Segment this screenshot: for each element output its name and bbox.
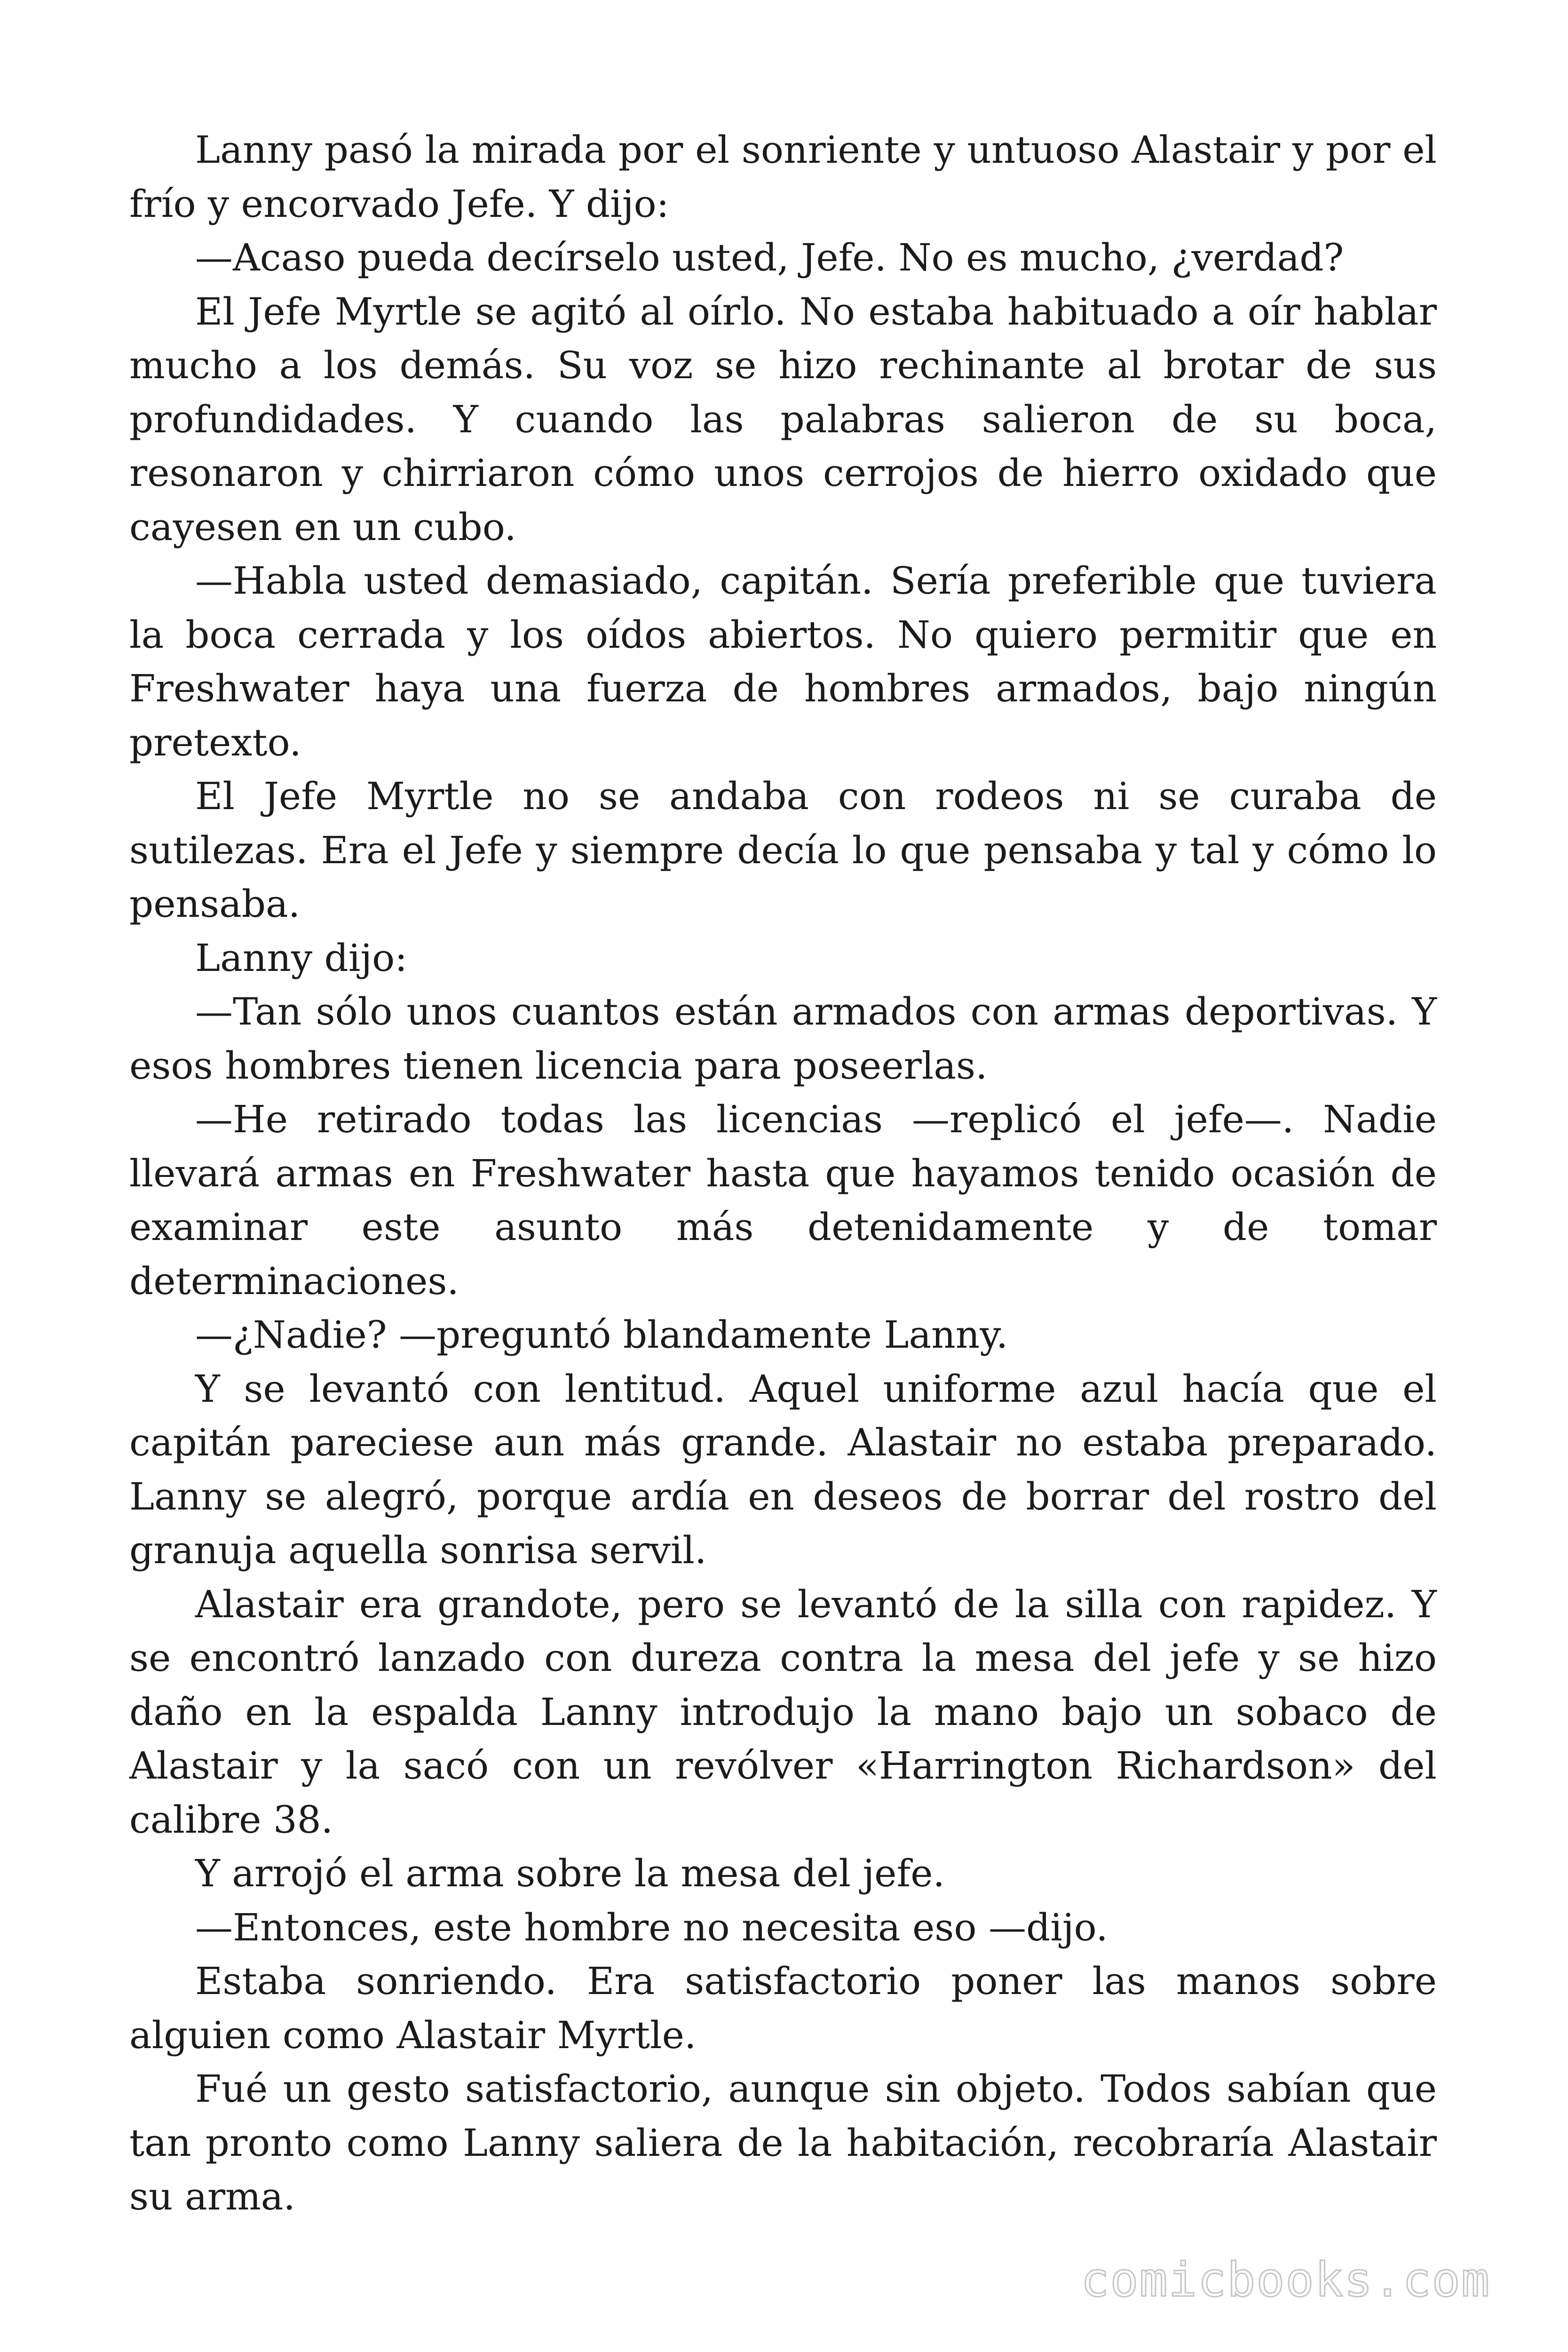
paragraph: El Jefe Myrtle se agitó al oírlo. No estaba habituado a oír hablar mucho a los demás. Su voz se hizo rechinante al brotar de sus profundidades. Y cuando las palabras salieron de su boca, resonaron y chirriaron cómo unos cerrojos de hierro oxidado que cayesen en un cubo. (129, 289, 1437, 549)
paragraph: Y se levantó con lentitud. Aquel uniforme azul hacía que el capitán pareciese aun más grande. Alastair no estaba preparado. Lanny se alegró, porque ardía en deseos de borrar del rostro del granuja aquella sonrisa servil. (129, 1367, 1437, 1572)
paragraph: Estaba sonriendo. Era satisfactorio poner las manos sobre alguien como Alastair Myrtle. (129, 1959, 1437, 2057)
paragraph: Lanny pasó la mirada por el sonriente y untuoso Alastair y por el frío y encorvado Jefe. Y dijo: (129, 128, 1437, 226)
paragraph: —Acaso pueda decírselo usted, Jefe. No es mucho, ¿verdad? (195, 236, 1344, 279)
paragraph: Lanny dijo: (195, 936, 408, 980)
paragraph: Y arrojó el arma sobre la mesa del jefe. (195, 1851, 945, 1895)
paragraph: —He retirado todas las licencias —replicó el jefe—. Nadie llevará armas en Freshwater hasta que hayamos tenido ocasión de examinar este asunto más detenidamente y de tomar determinaciones. (129, 1097, 1437, 1303)
paragraph: Alastair era grandote, pero se levantó de la silla con rapidez. Y se encontró lanzado con dureza contra la mesa del jefe y se hizo daño en la espalda Lanny introdujo la mano bajo un sobaco de Alastair y la sacó con un revólver «Harrington Richardson» del calibre 38. (129, 1582, 1437, 1842)
paragraph: —Entonces, este hombre no necesita eso —dijo. (195, 1905, 1108, 1949)
page-body-text (129, 123, 1437, 2224)
paragraph: El Jefe Myrtle no se andaba con rodeos ni se curaba de sutilezas. Era el Jefe y siempre decía lo que pensaba y tal y cómo lo pensaba. (129, 774, 1437, 926)
paragraph: —Habla usted demasiado, capitán. Sería preferible que tuviera la boca cerrada y los oídos abiertos. No quiero permitir que en Freshwater haya una fuerza de hombres armados, bajo ningún pretexto. (129, 559, 1437, 764)
paragraph: —Tan sólo unos cuantos están armados con armas deportivas. Y esos hombres tienen licencia para poseerlas. (129, 990, 1437, 1088)
paragraph: Fué un gesto satisfactorio, aunque sin objeto. Todos sabían que tan pronto como Lanny saliera de la habitación, recobraría Alastair su arma. (129, 2067, 1437, 2218)
watermark: comicbooks.com (1081, 2252, 1490, 2307)
paragraph: —¿Nadie? —preguntó blandamente Lanny. (195, 1313, 1008, 1357)
